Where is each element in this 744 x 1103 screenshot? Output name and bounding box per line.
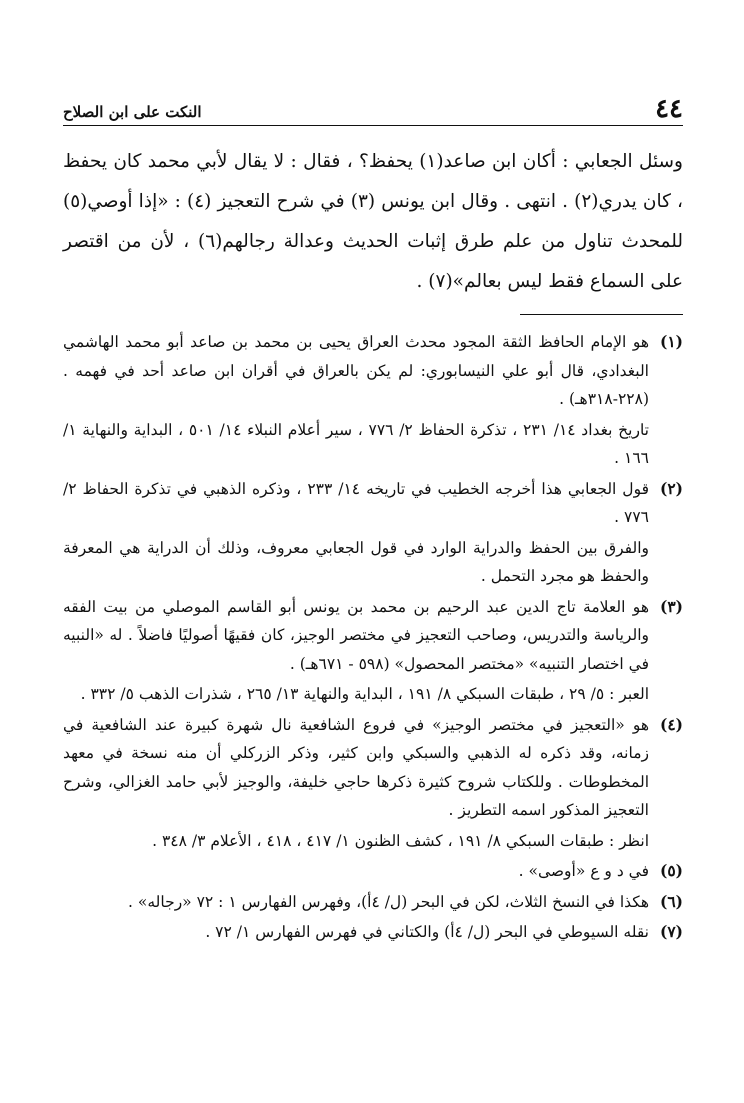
footnote-paragraph: تاريخ بغداد ١٤/ ٢٣١ ، تذكرة الحفاظ ٢/ ٧٧٦ ، سير أعلام النبلاء ١٤/ ٥٠١ ، البداية والنهاية ١/ ١٦٦ .	[63, 420, 649, 467]
footnote-number: (٥)	[659, 861, 683, 880]
footnote-number: (١)	[659, 332, 683, 351]
footnote-number: (٣)	[659, 596, 683, 616]
header-rule	[63, 125, 683, 126]
page-number: ٤٤	[655, 94, 683, 124]
footnote-paragraph: في د و ع «أوصى» .	[518, 862, 649, 880]
footnotes	[63, 328, 683, 949]
footnote-separator	[520, 314, 683, 315]
footnote-number: (٦)	[659, 891, 683, 911]
footnote	[63, 593, 683, 711]
footnote-paragraph: والفرق بين الحفظ والدراية الوارد في قول الجعابي معروف، وذلك أن الدراية هي المعرفة والحفظ هو مجرد التحمل .	[63, 538, 649, 585]
footnote-paragraph: قول الجعابي هذا أخرجه الخطيب في تاريخه ١٤/ ٢٣٣ ، وذكره الذهبي في تذكرة الحفاظ ٢/ ٧٧٦ .	[63, 479, 649, 526]
page-header	[63, 92, 683, 124]
footnote-number: (٧)	[659, 922, 683, 941]
footnote-body	[63, 593, 649, 711]
footnote-number: (٤)	[659, 714, 683, 734]
footnote-body	[63, 475, 649, 593]
footnote-paragraph: هو «التعجيز في مختصر الوجيز» في فروع الشافعية نال شهرة كبيرة عند الشافعية في زمانه، وقد ذكره له الذهبي والسبكي وابن كثير، وذكر الزركلي أن منه نسخة في معهد المخطوطات . وللكتاب شروح كثيرة ذكرها حاجي خليفة، والوجيز لأبي حامد الغزالي، وشرح التعجيز المذكور اسمه التطريز .	[63, 715, 649, 819]
footnote-paragraph: هو الإمام الحافظ الثقة المجود محدث العراق يحيى بن محمد بن صاعد أبو محمد الهاشمي البغدادي، قال أبو علي النيسابوري: لم يكن بالعراق في أقران ابن صاعد أحد في فهمه . (٢٢٨-٣١٨هـ) .	[63, 333, 649, 408]
footnote-body	[63, 328, 649, 475]
footnote	[63, 328, 683, 475]
footnote	[63, 918, 683, 949]
footnote-body	[63, 711, 649, 858]
footnote	[63, 475, 683, 593]
footnote-paragraph: العبر : ٥/ ٢٩ ، طبقات السبكي ٨/ ١٩١ ، البداية والنهاية ١٣/ ٢٦٥ ، شذرات الذهب ٥/ ٣٣٢ .	[80, 685, 649, 703]
footnote-paragraph: انظر : طبقات السبكي ٨/ ١٩١ ، كشف الظنون ١/ ٤١٧ ، ٤١٨ ، الأعلام ٣/ ٣٤٨ .	[152, 831, 649, 850]
footnote-paragraph: هو العلامة تاج الدين عبد الرحيم بن محمد بن يونس أبو القاسم الموصلي من بيت الفقه والرياسة والتدريس، وصاحب التعجيز في مختصر الوجيز، كان فقيهًا أصوليًا فاضلاً . له «النبيه في اختصار التنبيه» «مختصر المحصول» (٥٩٨ - ٦٧١هـ) .	[63, 597, 649, 673]
footnote	[63, 888, 683, 919]
footnote-body	[63, 857, 649, 888]
footnote-number: (٢)	[659, 478, 683, 498]
footnote-paragraph: هكذا في النسخ الثلاث، لكن في البحر (ل/ ٤أ)، وفهرس الفهارس ١ : ٧٢ «رجاله» .	[128, 892, 649, 911]
main-paragraph: وسئل الجعابي : أكان ابن صاعد(١) يحفظ؟ ، فقال : لا يقال لأبي محمد كان يحفظ ، كان يدري(٢) . انتهى . وقال ابن يونس (٣) في شرح التعجيز (٤) : «إذا أوصي(٥) للمحدث تناول من علم طرق إثبات الحديث وعدالة رجالهم(٦) ، لأن من اقتصر على السماع فقط ليس بعالم»(٧) .	[63, 151, 683, 292]
footnote	[63, 711, 683, 858]
footnote-body	[63, 918, 649, 949]
footnote	[63, 857, 683, 888]
running-title: النكت على ابن الصلاح	[63, 103, 202, 121]
footnote-body	[63, 888, 649, 919]
footnote-paragraph: نقله السيوطي في البحر (ل/ ٤أ) والكتاني في فهرس الفهارس ١/ ٧٢ .	[205, 923, 649, 941]
